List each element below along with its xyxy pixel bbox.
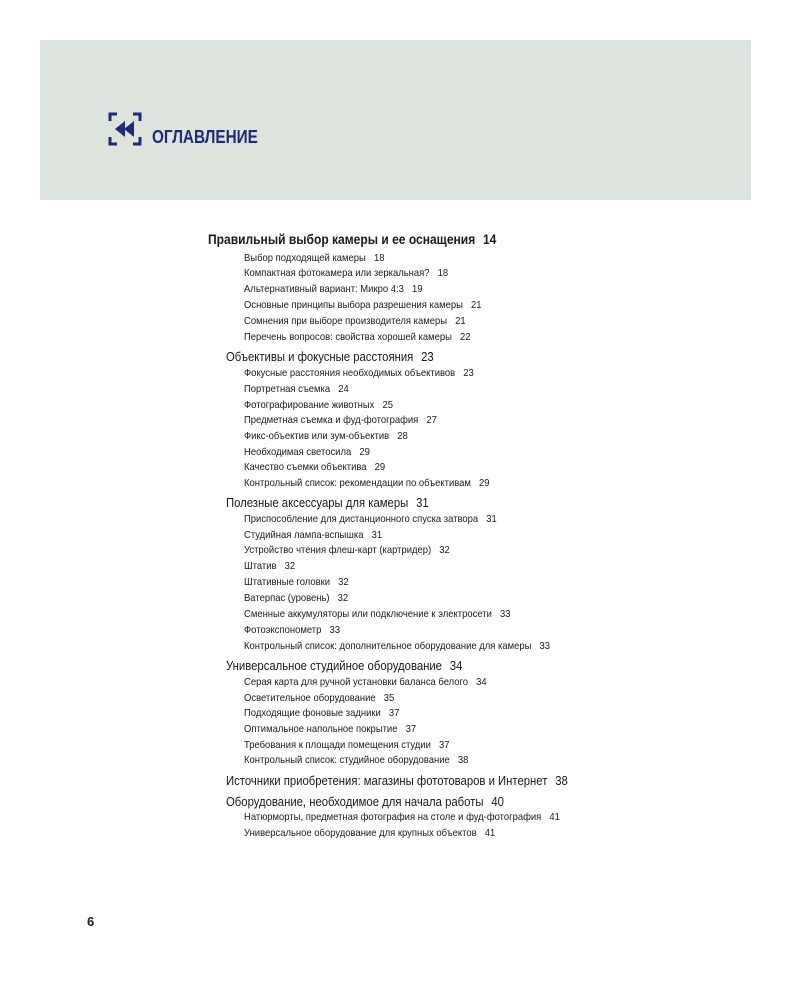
toc-entry-title: Сомнения при выборе производителя камеры (244, 315, 448, 327)
page-title: ОГЛАВЛЕНИЕ (152, 127, 258, 147)
toc-entry-title: Основные принципы выбора разрешения камеры (244, 299, 463, 311)
toc-subsection (244, 252, 384, 264)
toc-entry-title: Необходимая светосила (244, 446, 352, 458)
toc-entry-page: 41 (484, 827, 496, 839)
toc-entry-page: 33 (539, 640, 551, 652)
toc-entry-title: Штативные головки (244, 576, 331, 588)
toc-entry-page: 18 (437, 267, 449, 279)
toc-subsection (244, 299, 482, 311)
toc-section (226, 495, 429, 510)
toc-entry-page: 22 (460, 331, 471, 343)
toc-entry-page: 32 (284, 560, 296, 572)
toc-section (226, 794, 504, 809)
toc-entry-title: Правильный выбор камеры и ее оснащения (208, 231, 476, 247)
toc-entry-page: 23 (463, 367, 474, 379)
toc-entry-page: 31 (486, 513, 497, 525)
toc-entry-title: Качество съемки объектива (244, 461, 367, 473)
toc-entry-page: 29 (359, 446, 370, 458)
toc-subsection (244, 640, 550, 652)
toc-entry-page: 34 (476, 676, 487, 688)
toc-subsection (244, 430, 408, 442)
toc-entry-title: Ватерпас (уровень) (244, 592, 330, 604)
toc-entry-page: 31 (371, 529, 383, 541)
toc-subsection (244, 331, 471, 343)
toc-entry-title: Контрольный список: студийное оборудование (244, 754, 450, 766)
toc-entry-title: Контрольный список: рекомендации по объективам (244, 477, 471, 489)
toc-subsection (244, 560, 295, 572)
toc-subsection (244, 811, 560, 823)
toc-section (226, 349, 434, 364)
toc-entry-title: Контрольный список: дополнительное оборудование для камеры (244, 640, 532, 652)
toc-subsection (244, 267, 448, 279)
toc-entry-page: 38 (555, 773, 568, 788)
toc-entry-page: 32 (338, 576, 349, 588)
toc-entry-page: 34 (449, 658, 463, 673)
toc-subsection (244, 446, 370, 458)
toc-entry-title: Натюрморты, предметная фотография на столе и фуд-фотография (244, 811, 542, 823)
toc-entry-page: 38 (457, 754, 469, 766)
toc-subsection (244, 707, 399, 719)
toc-entry-title: Портретная съемка (244, 383, 331, 395)
toc-subsection (244, 624, 340, 636)
toc-entry-page: 27 (426, 414, 437, 426)
toc-subsection (244, 544, 450, 556)
toc-entry-title: Фотографирование животных (244, 399, 375, 411)
toc-subsection (244, 399, 393, 411)
toc-entry-page: 37 (405, 723, 417, 735)
toc-entry-page: 32 (439, 544, 450, 556)
toc-entry-title: Перечень вопросов: свойства хорошей камеры (244, 331, 452, 343)
toc-subsection (244, 529, 382, 541)
toc-subsection (244, 477, 490, 489)
toc-entry-page: 33 (329, 624, 340, 636)
toc-entry-page: 24 (338, 383, 349, 395)
toc-entry-title: Сменные аккумуляторы или подключение к электросети (244, 608, 492, 620)
toc-entry-title: Компактная фотокамера или зеркальная? (244, 267, 430, 279)
toc-subsection (244, 383, 349, 395)
toc-subsection (244, 692, 394, 704)
toc-entry-title: Источники приобретения: магазины фототоваров и Интернет (226, 773, 548, 788)
toc-entry-page: 14 (482, 231, 497, 247)
toc-section (226, 773, 568, 788)
toc-subsection (244, 367, 474, 379)
toc-entry-title: Универсальное оборудование для крупных объектов (244, 827, 477, 839)
toc-entry-title: Серая карта для ручной установки баланса белого (244, 676, 469, 688)
toc-entry-title: Фотоэкспонометр (244, 624, 322, 636)
toc-entry-title: Предметная съемка и фуд-фотография (244, 414, 419, 426)
toc-entry-title: Приспособление для дистанционного спуска затвора (244, 513, 479, 525)
toc-subsection (244, 592, 348, 604)
toc-entry-page: 21 (471, 299, 482, 311)
toc-entry-page: 18 (373, 252, 385, 264)
toc-entry-title: Фикс-объектив или зум-объектив (244, 430, 390, 442)
toc-subsection (244, 414, 437, 426)
toc-entry-page: 28 (397, 430, 408, 442)
toc-entry-title: Подходящие фоновые задники (244, 707, 381, 719)
toc-subsection (244, 461, 385, 473)
toc-subsection (244, 739, 449, 751)
toc-entry-title: Оборудование, необходимое для начала работы (226, 794, 484, 809)
toc-entry-title: Альтернативный вариант: Микро 4:3 (244, 283, 404, 295)
toc-entry-page: 41 (549, 811, 560, 823)
toc-subsection (244, 283, 422, 295)
toc-subsection (244, 754, 468, 766)
toc-entry-page: 37 (388, 707, 400, 719)
page-number: 6 (87, 914, 95, 929)
toc-entry-title: Студийная лампа-вспышка (244, 529, 364, 541)
toc-entry-page: 37 (438, 739, 450, 751)
toc-entry-page: 23 (421, 349, 434, 364)
toc-entry-page: 21 (455, 315, 466, 327)
toc-entry-title: Устройство чтения флеш-карт (картридер) (244, 544, 432, 556)
toc-section (226, 658, 462, 673)
toc-entry-title: Полезные аксессуары для камеры (226, 495, 409, 510)
toc-entry-title: Объективы и фокусные расстояния (226, 349, 414, 364)
toc-subsection (244, 513, 497, 525)
toc-subsection (244, 676, 487, 688)
toc-entry-title: Оптимальное напольное покрытие (244, 723, 398, 735)
toc-entry-page: 19 (411, 283, 423, 295)
toc-entry-title: Фокусные расстояния необходимых объективов (244, 367, 456, 379)
toc-entry-title: Выбор подходящей камеры (244, 252, 366, 264)
toc-subsection (244, 576, 349, 588)
toc-entry-page: 25 (382, 399, 394, 411)
toc-entry-title: Штатив (244, 560, 277, 572)
toc-entry-page: 29 (479, 477, 490, 489)
toc-entry-title: Осветительное оборудование (244, 692, 376, 704)
toc-entry-page: 35 (383, 692, 395, 704)
toc-entry-page: 29 (374, 461, 386, 473)
toc-subsection (244, 827, 495, 839)
toc-subsection (244, 315, 466, 327)
toc-entry-page: 33 (500, 608, 511, 620)
toc-subsection (244, 608, 511, 620)
toc-entry-page: 31 (416, 495, 429, 510)
toc-entry-page: 40 (491, 794, 504, 809)
toc-chapter (208, 231, 496, 247)
toc-entry-title: Требования к площади помещения студии (244, 739, 431, 751)
toc-subsection (244, 723, 416, 735)
toc-entry-page: 32 (337, 592, 349, 604)
toc-entry-title: Универсальное студийное оборудование (226, 658, 442, 673)
